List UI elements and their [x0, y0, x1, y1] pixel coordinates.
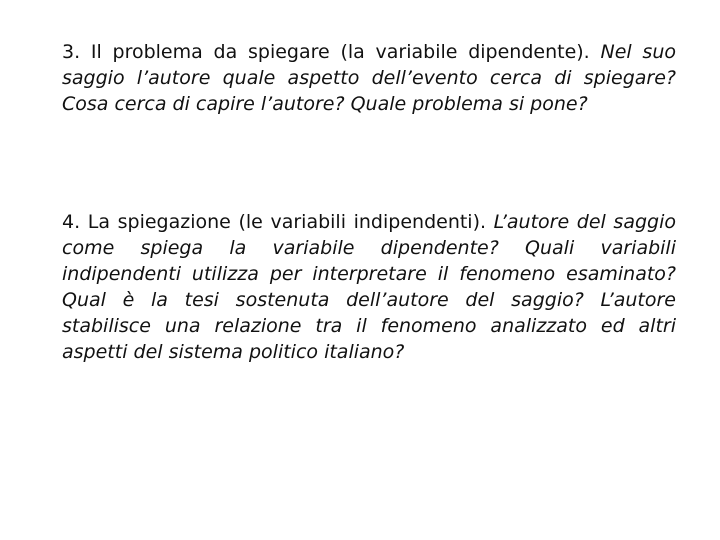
question-4-text: L’autore del saggio come spiega la variabile dipendente? Quali variabili indipendenti utilizza per interpretare il fenomeno esaminato? Qual è la tesi sostenuta dell’autore del saggio? L’autore stabilisce una relazione tra il fenomeno analizzato ed altri aspetti del sistema politico italiano? [62, 211, 676, 363]
question-4-paragraph [62, 209, 676, 365]
question-3-title: 3. Il problema da spiegare (la variabile dipendente). [62, 41, 590, 63]
question-3-paragraph [62, 39, 676, 117]
question-3-text: Nel suo saggio l’autore quale aspetto dell’evento cerca di spiegare? Cosa cerca di capire l’autore? Quale problema si pone? [62, 41, 676, 115]
question-4-title: 4. La spiegazione (le variabili indipendenti). [62, 211, 487, 233]
